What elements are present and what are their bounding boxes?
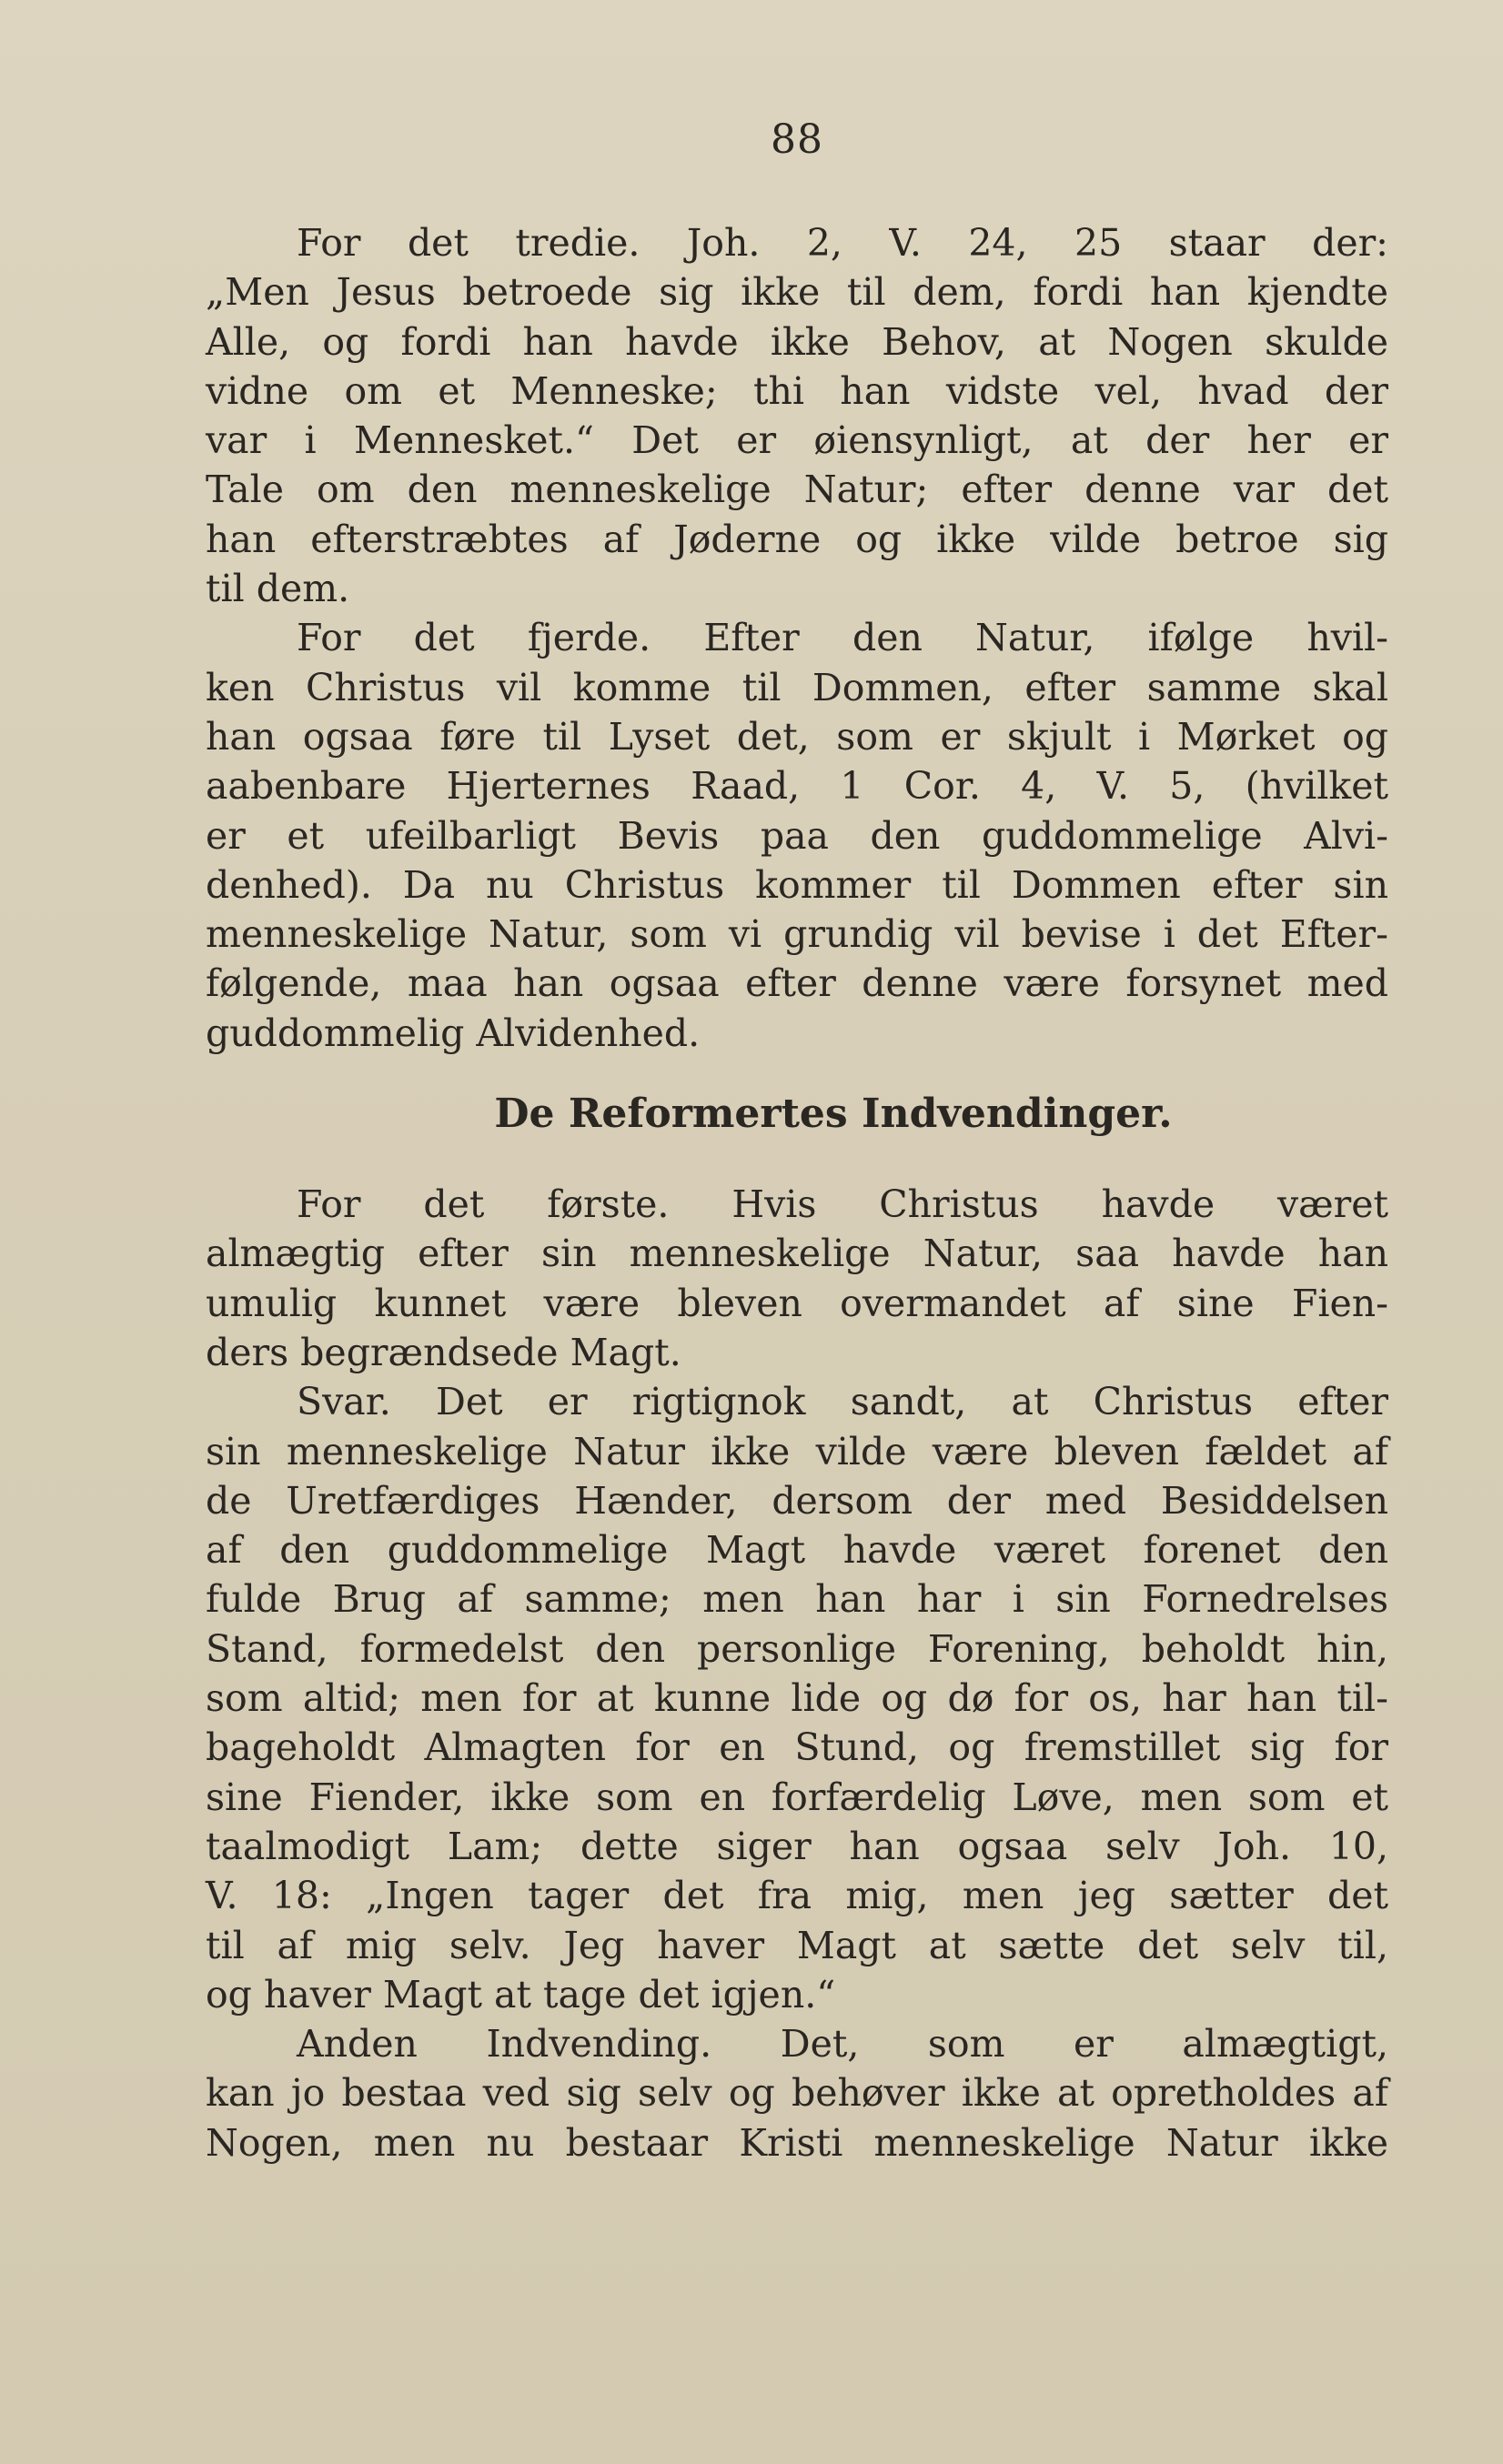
- text-line: bageholdt Almagten for en Stund, og fremstillet sig for: [206, 1725, 1388, 1770]
- text-line: For det tredie. Joh. 2, V. 24, 25 staar der:: [297, 221, 1388, 265]
- page-number: 88: [771, 116, 823, 163]
- text-line: til dem.: [206, 567, 350, 611]
- text-line: Svar. Det er rigtignok sandt, at Christus efter: [297, 1380, 1388, 1424]
- text-line: sin menneskelige Natur ikke vilde være bleven fældet af: [206, 1429, 1388, 1473]
- text-line: For det første. Hvis Christus havde været: [297, 1182, 1388, 1227]
- body-text: [206, 218, 1388, 2167]
- text-line: til af mig selv. Jeg haver Magt at sætte det selv til,: [206, 1923, 1388, 1967]
- text-line: „Men Jesus betroede sig ikke til dem, fordi han kjendte: [206, 270, 1388, 315]
- section-heading: De Reformertes Indvendinger.: [494, 1091, 1173, 1138]
- text-line: almægtig efter sin menneskelige Natur, saa havde han: [206, 1232, 1388, 1276]
- text-line: guddommelig Alvidenhed.: [206, 1011, 701, 1055]
- text-line: han ogsaa føre til Lyset det, som er skjult i Mørket og: [206, 714, 1388, 759]
- text-line: og haver Magt at tage det igjen.“: [206, 1972, 836, 2016]
- text-line: ken Christus vil komme til Dommen, efter samme skal: [206, 665, 1388, 709]
- text-line: V. 18: „Ingen tager det fra mig, men jeg sætter det: [206, 1874, 1388, 1918]
- text-line: menneskelige Natur, som vi grundig vil bevise i det Efter-: [206, 912, 1388, 957]
- text-line: Stand, formedelst den personlige Forening, beholdt hin,: [206, 1626, 1388, 1671]
- text-line: kan jo bestaa ved sig selv og behøver ikke at opretholdes af: [206, 2071, 1388, 2116]
- text-line: Anden Indvending. Det, som er almægtigt,: [297, 2022, 1388, 2067]
- text-line: umulig kunnet være bleven overmandet af sine Fien-: [206, 1281, 1388, 1325]
- text-line: aabenbare Hjerternes Raad, 1 Cor. 4, V. 5, (hvilket: [206, 764, 1388, 809]
- text-line: denhed). Da nu Christus kommer til Dommen efter sin: [206, 862, 1388, 907]
- text-line: Nogen, men nu bestaar Kristi menneskelige Natur ikke: [206, 2120, 1388, 2165]
- text-line: han efterstræbtes af Jøderne og ikke vilde betroe sig: [206, 517, 1388, 561]
- text-line: følgende, maa han ogsaa efter denne være forsynet med: [206, 961, 1388, 1006]
- text-line: For det fjerde. Efter den Natur, ifølge hvil-: [297, 616, 1388, 660]
- text-line: ders begrændsede Magt.: [206, 1330, 681, 1374]
- section-objections: [206, 1180, 1388, 2167]
- text-line: af den guddommelige Magt havde været forenet den: [206, 1528, 1388, 1573]
- text-line: taalmodigt Lam; dette siger han ogsaa selv Joh. 10,: [206, 1824, 1388, 1868]
- section-christ-omniscience: [206, 218, 1388, 1058]
- text-line: Tale om den menneskelige Natur; efter denne var det: [206, 468, 1388, 512]
- text-line: Alle, og fordi han havde ikke Behov, at Nogen skulde: [206, 319, 1388, 364]
- text-line: sine Fiender, ikke som en forfærdelig Løve, men som et: [206, 1775, 1388, 1819]
- text-line: de Uretfærdiges Hænder, dersom der med Besiddelsen: [206, 1478, 1388, 1523]
- text-line: er et ufeilbarligt Bevis paa den guddommelige Alvi-: [206, 813, 1388, 858]
- text-line: fulde Brug af samme; men han har i sin Fornedrelses: [206, 1577, 1388, 1622]
- text-line: som altid; men for at kunne lide og dø for os, har han til-: [206, 1676, 1388, 1721]
- text-line: vidne om et Menneske; thi han vidste vel, hvad der: [206, 368, 1388, 413]
- text-line: var i Mennesket.“ Det er øiensynligt, at der her er: [206, 418, 1388, 463]
